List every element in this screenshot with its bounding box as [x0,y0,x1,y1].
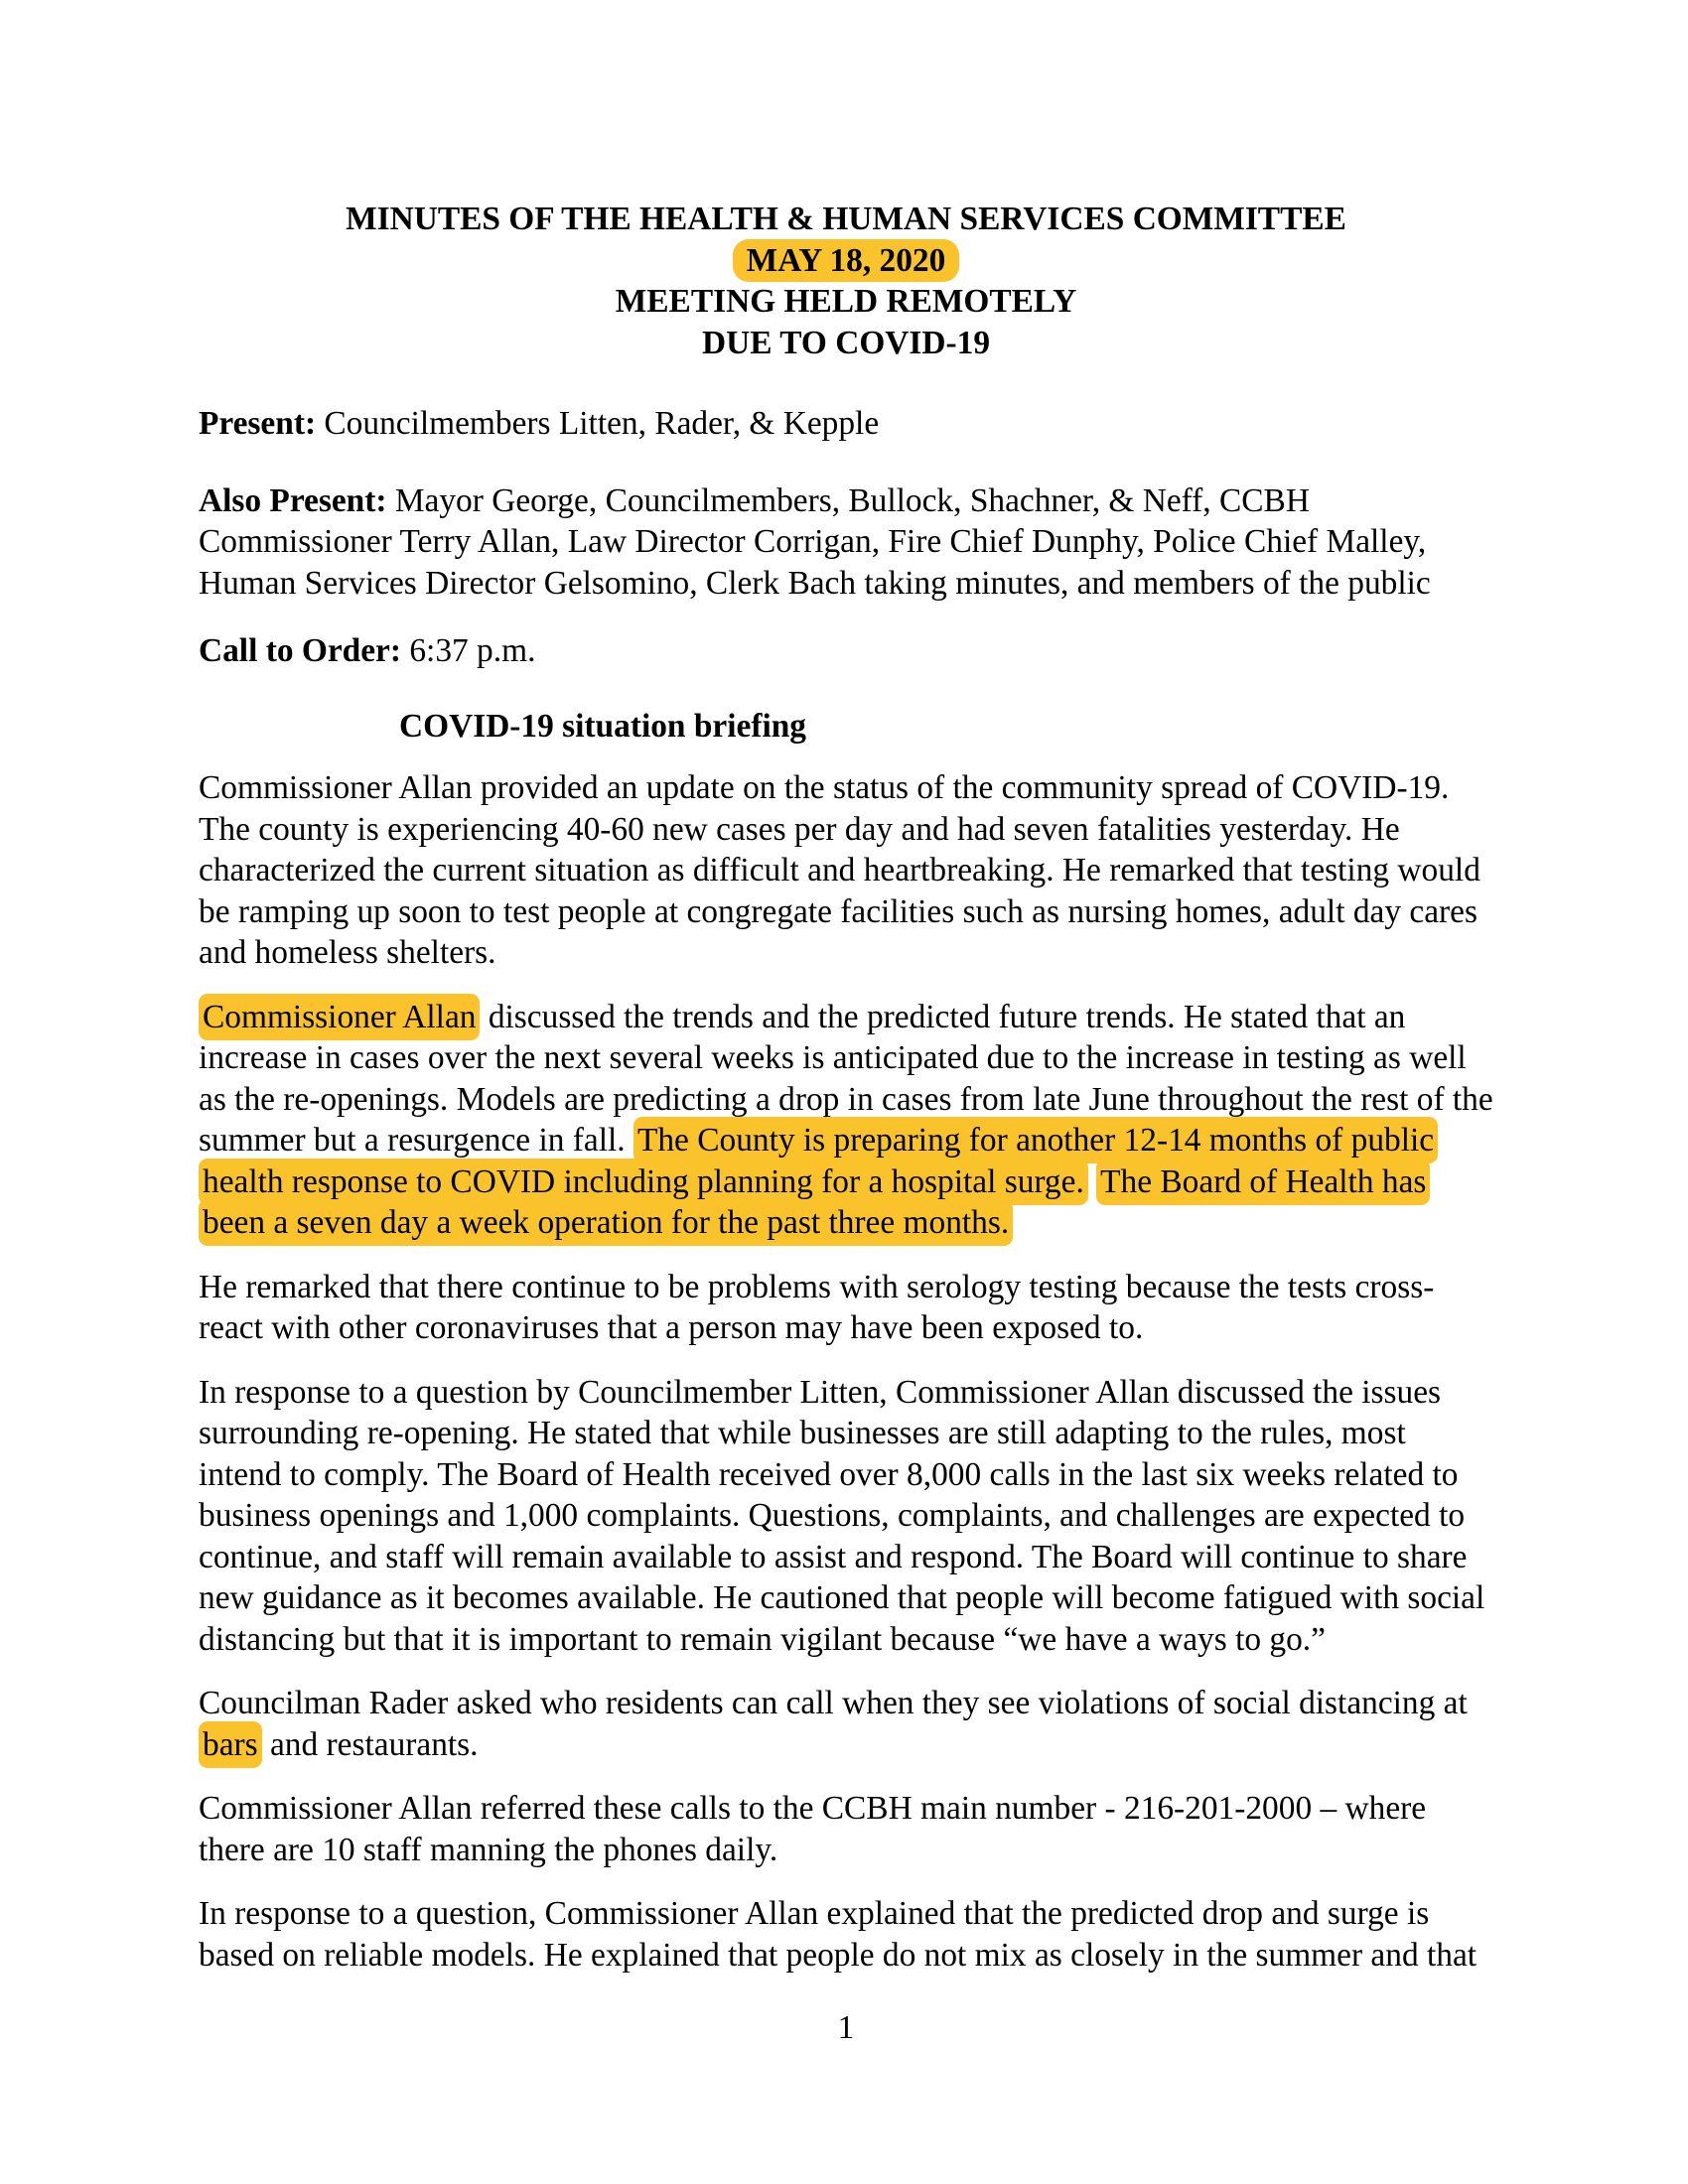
doc-title-line: DUE TO COVID-19 [701,324,991,361]
date-highlight: MAY 18, 2020 [733,239,960,282]
present-label: Present: [199,405,317,442]
paragraph [199,1893,1493,1976]
doc-title-line: MEETING HELD REMOTELY [615,283,1077,320]
document-content [199,199,1493,1998]
text-run: Commissioner Allan referred these calls to the CCBH main number - 216-201-2000 – where there are 10 staff manning the phones daily. [199,1790,1427,1868]
text-run: and restaurants. [261,1725,479,1763]
document-body [199,767,1493,1976]
present-line [199,403,1493,445]
call-to-order-value: 6:37 p.m. [401,632,536,669]
also-present-line [199,480,1493,605]
highlighted-text: The County is preparing for another 12-14 months of public health response to COVID including planning for a hospital surge. [199,1117,1438,1205]
text-run: Commissioner Allan provided an update on the status of the community spread of COVID-19. The county is experiencing 40-60 new cases per day and had seven fatalities yesterday. He characterized the current situation as difficult and heartbreaking. He remarked that testing would be ramping up soon to test people at congregate facilities such as nursing homes, adult day cares and homeless shelters. [199,769,1480,971]
present-value: Councilmembers Litten, Rader, & Kepple [316,405,880,442]
highlighted-text: bars [199,1721,262,1768]
paragraph [199,997,1493,1244]
page-number: 1 [837,2009,855,2046]
paragraph [199,767,1493,974]
highlighted-text: The Board of Health has been a seven day a week operation for the past three months. [199,1159,1430,1247]
paragraph [199,1683,1493,1765]
document-title-block [199,199,1493,363]
text-run: In response to a question, Commissioner Allan explained that the predicted drop and surge is based on reliable models. He explained that people do not mix as closely in the summer and that [199,1895,1477,1974]
doc-title-date-line [199,240,1493,282]
call-to-order-label: Call to Order: [199,632,401,669]
paragraph [199,1372,1493,1661]
call-to-order-line [199,630,1493,672]
paragraph [199,1267,1493,1349]
doc-title-line: MINUTES OF THE HEALTH & HUMAN SERVICES COMMITTEE [346,201,1346,237]
paragraph [199,1788,1493,1870]
text-run: In response to a question by Councilmember Litten, Commissioner Allan discussed the issues surrounding re-opening. He stated that while businesses are still adapting to the rules, most intend to comply. The Board of Health received over 8,000 calls in the last six weeks related to business openings and 1,000 complaints. Questions, complaints, and challenges are expected to continue, and staff will remain available to assist and respond. The Board will continue to share new guidance as it becomes available. He cautioned that people will become fatigued with social distancing but that it is important to remain vigilant because “we have a ways to go.” [199,1373,1485,1658]
text-run: He remarked that there continue to be problems with serology testing because the tests cross-react with other coronaviruses that a person may have been exposed to. [199,1268,1435,1346]
highlighted-text: Commissioner Allan [199,994,480,1040]
text-run [1088,1163,1096,1200]
text-run: Councilman Rader asked who residents can call when they see violations of social distancing at [199,1685,1468,1721]
text-run: discussed the trends and the predicted future trends. He stated that an increase in cases over the next several weeks is anticipated due to the increase in testing as well as the re-openings. Models are predicting a drop in cases from late June throughout the rest of the summer but a resurgence in fall. [199,998,1493,1159]
section-heading: COVID-19 situation briefing [399,707,806,745]
also-present-label: Also Present: [199,481,387,519]
also-present-value: Mayor George, Councilmembers, Bullock, Shachner, & Neff, CCBH Commissioner Terry Allan, Law Director Corrigan, Fire Chief Dunphy, Police Chief Malley, Human Services Director Gelsomino, Clerk Bach taking minutes, and members of the public [199,481,1431,602]
